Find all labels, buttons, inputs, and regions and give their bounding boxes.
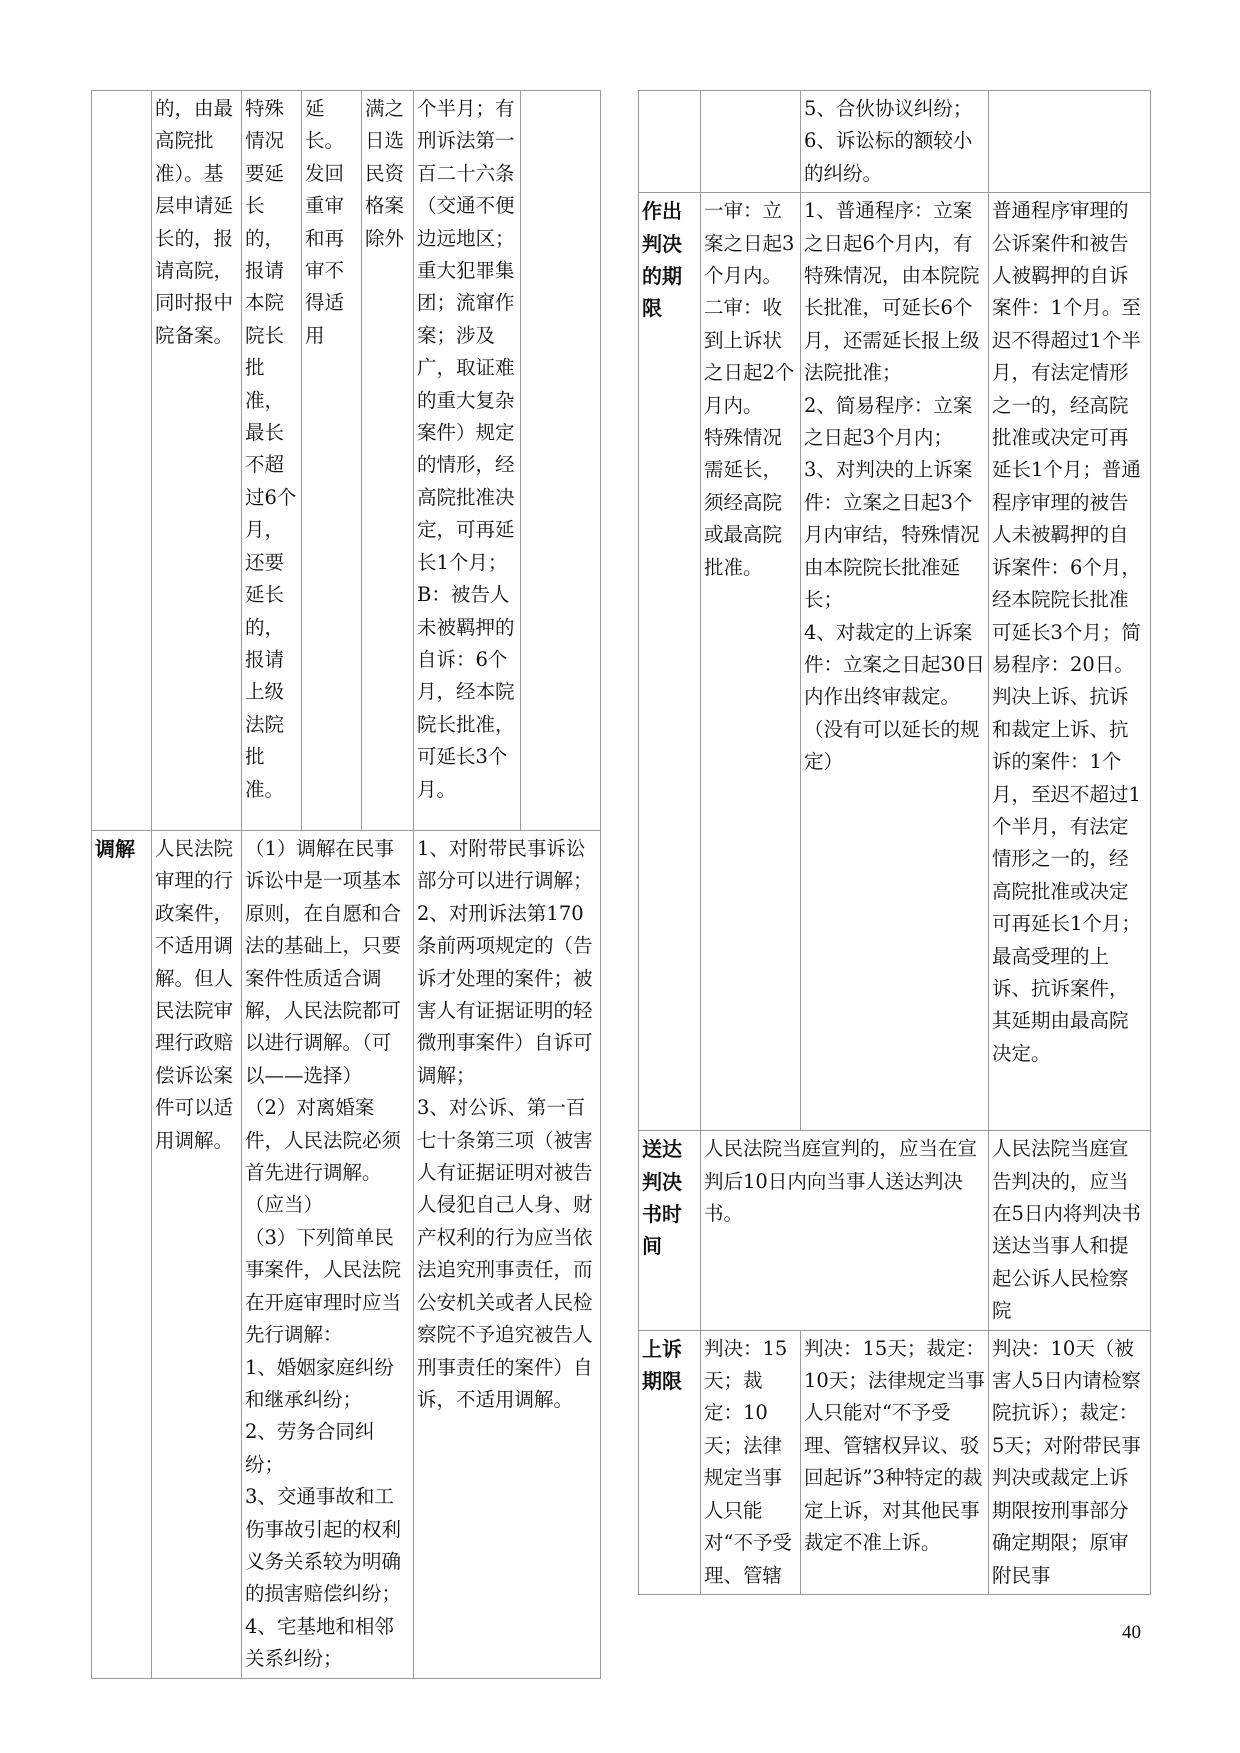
row-header-cell: [639, 91, 701, 193]
table-cell: 判决：15天；裁定：10天；法律规定当事人只能对“不予受理、管辖: [701, 1330, 801, 1594]
table-cell: 1、普通程序：立案之日起6个月内，有特殊情况，由本院院长批准，可延长6个月，还需延长报上级法院批准； 2、简易程序：立案之日起3个月内； 3、对判决的上诉案件：立案之日起3个月内审结，特殊情况由本院院长批准延长； 4、对裁定的上诉案件：立案之日起30日内作出终审裁定。（没有可以延长的规定）: [801, 193, 989, 1131]
table-cell: 特殊情况要延长的，报请本院院长批准，最长不超过6个月，还要延长的，报请上级法院批准。: [242, 91, 302, 831]
table-cell: 判决：10天（被害人5日内请检察院抗诉）；裁定：5天；对附带民事判决或裁定上诉期限按刑事部分确定期限；原审附民事: [989, 1330, 1151, 1594]
row-header-cell: 上诉期限: [639, 1330, 701, 1594]
table-cell: 1、对附带民事诉讼部分可以进行调解； 2、对刑诉法第170条前两项规定的（告诉才处理的案件；被害人有证据证明的轻微刑事案件）自诉可调解； 3、对公诉、第一百七十条第三项（被害人有证据证明对被告人侵犯自己人身、财产权利的行为应当依法追究刑事责任，而公安机关或者人民检察院不予追究被告人刑事责任的案件）自诉，不适用调解。: [414, 831, 601, 1679]
table-row: [639, 193, 1151, 1131]
table-cell: 人民法院当庭宣判的，应当在宣判后10日内向当事人送达判决书。: [701, 1131, 989, 1330]
row-header-cell: 调解: [92, 831, 152, 1679]
left-column-table: [91, 90, 601, 1679]
table-row: [639, 91, 1151, 193]
page-number: 40: [1122, 1622, 1141, 1643]
table-cell: 个半月；有刑诉法第一百二十六条（交通不便边远地区；重大犯罪集团；流窜作案；涉及广，取证难的重大复杂案件）规定的情形，经高院批准决定，可再延长1个月；B：被告人未被羁押的自诉：6个月，经本院院长批准，可延长3个月。: [414, 91, 521, 831]
row-header-cell: 送达判决书时间: [639, 1131, 701, 1330]
row-header-cell: [92, 91, 152, 831]
table-cell: 人民法院审理的行政案件，不适用调解。但人民法院审理行政赔偿诉讼案件可以适用调解。: [152, 831, 242, 1679]
table-cell: [521, 91, 601, 831]
table-row: [639, 1330, 1151, 1594]
table-cell: 5、合伙协议纠纷； 6、诉讼标的额较小的纠纷。: [801, 91, 989, 193]
table-cell: 的，由最高院批准）。基层申请延长的，报请高院，同时报中院备案。: [152, 91, 242, 831]
table-cell: 判决：15天；裁定：10天；法律规定当事人只能对“不予受理、管辖权异议、驳回起诉”3种特定的裁定上诉，对其他民事裁定不准上诉。: [801, 1330, 989, 1594]
table-row: [639, 1131, 1151, 1330]
table-cell: [701, 91, 801, 193]
table-cell: [989, 91, 1151, 193]
table-cell: 延长。 发回重审和再审不得适用: [302, 91, 362, 831]
table-cell: 满之日选民资格案除外: [362, 91, 414, 831]
table-cell: 普通程序审理的公诉案件和被告人被羁押的自诉案件：1个月。至迟不得超过1个半月，有法定情形之一的，经高院批准或决定可再延长1个月；普通程序审理的被告人未被羁押的自诉案件：6个月，经本院院长批准可延长3个月；简易程序：20日。判决上诉、抗诉和裁定上诉、抗诉的案件：1个月，至迟不超过1个半月，有法定情形之一的，经高院批准或决定可再延长1个月；最高受理的上诉、抗诉案件，其延期由最高院决定。: [989, 193, 1151, 1131]
table-cell: 一审：立案之日起3个月内。 二审：收到上诉状之日起2个月内。 特殊情况需延长，须经高院或最高院批准。: [701, 193, 801, 1131]
row-header-cell: 作出判决的期限: [639, 193, 701, 1131]
table-row: [92, 91, 601, 831]
table-row: [92, 831, 601, 1679]
right-column-table: [638, 90, 1151, 1595]
table-cell: 人民法院当庭宣告判决的，应当在5日内将判决书送达当事人和提起公诉人民检察院: [989, 1131, 1151, 1330]
table-cell: （1）调解在民事诉讼中是一项基本原则，在自愿和合法的基础上，只要案件性质适合调解，人民法院都可以进行调解。（可以——选择） （2）对离婚案件，人民法院必须首先进行调解。（应当） （3）下列简单民事案件，人民法院在开庭审理时应当先行调解： 1、婚姻家庭纠纷和继承纠纷； 2、劳务合同纠纷； 3、交通事故和工伤事故引起的权利义务关系较为明确的损害赔偿纠纷； 4、宅基地和相邻关系纠纷；: [242, 831, 414, 1679]
